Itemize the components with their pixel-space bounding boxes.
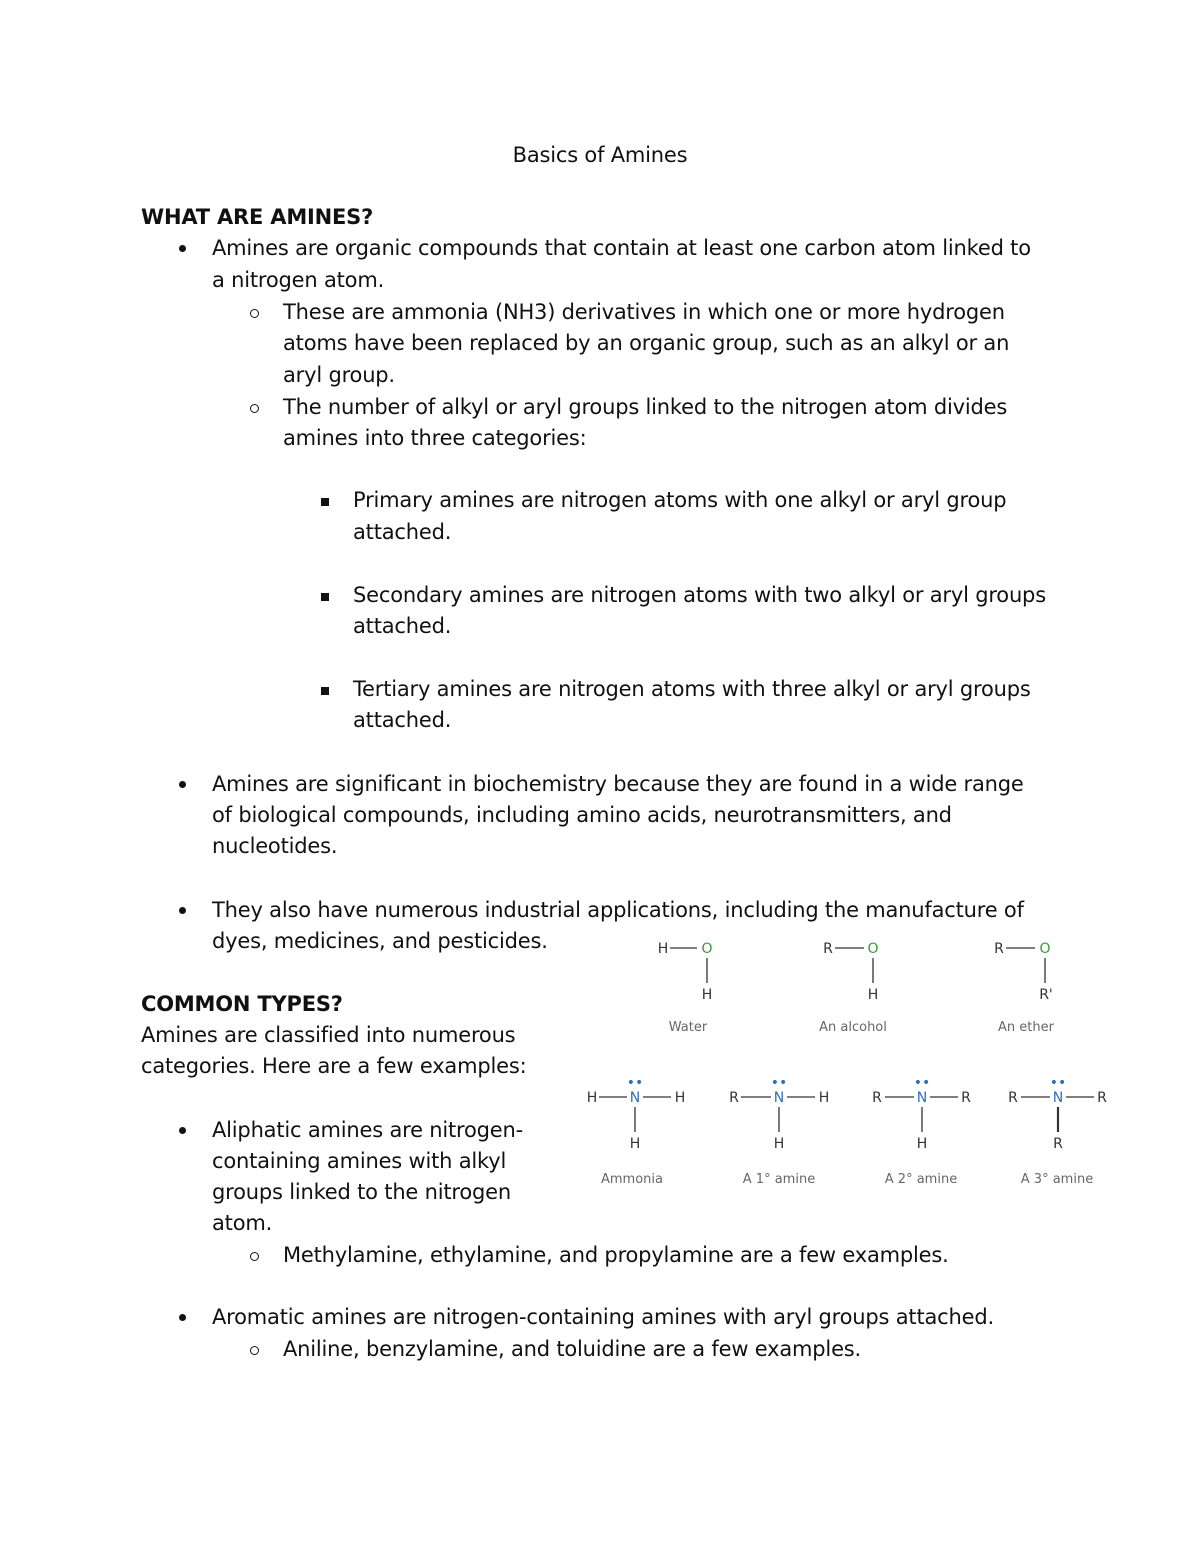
atom-h: H bbox=[657, 941, 669, 957]
bullet-text: Amines are organic compounds that contain at least one carbon atom linked to bbox=[212, 236, 1031, 260]
lines bbox=[599, 948, 1094, 1132]
bullet-text: They also have numerous industrial applications, including the manufacture of bbox=[212, 898, 1024, 922]
atom-r: R bbox=[823, 941, 833, 957]
list-item-primary: attached. bbox=[353, 520, 452, 544]
atom-o: O bbox=[867, 941, 879, 957]
caption-tertiary-amine: A 3° amine bbox=[1020, 1172, 1094, 1187]
sub-bullet-text: Aniline, benzylamine, and toluidine are a few examples. bbox=[283, 1337, 862, 1361]
atom-r: R bbox=[729, 1090, 739, 1106]
bullet-text: a nitrogen atom. bbox=[212, 268, 385, 292]
caption-alcohol: An alcohol bbox=[819, 1020, 887, 1035]
atom-n: N bbox=[1052, 1090, 1064, 1106]
atom-r: R bbox=[1053, 1136, 1063, 1152]
atom-r: R bbox=[961, 1090, 971, 1106]
lone-pair: •• bbox=[913, 1075, 931, 1091]
intro-text: Amines are classified into numerous bbox=[141, 1023, 516, 1047]
caption-ammonia: Ammonia bbox=[601, 1172, 663, 1187]
atom-n: N bbox=[773, 1090, 785, 1106]
atom-h: H bbox=[586, 1090, 598, 1106]
bullet-text-aliphatic: containing amines with alkyl bbox=[212, 1149, 507, 1173]
atom-o: O bbox=[1039, 941, 1051, 957]
caption-water: Water bbox=[668, 1020, 708, 1035]
atom-h: H bbox=[674, 1090, 686, 1106]
atom-r: R bbox=[994, 941, 1004, 957]
caption-ether: An ether bbox=[998, 1020, 1054, 1035]
sub-bullet-text: Methylamine, ethylamine, and propylamine are a few examples. bbox=[283, 1243, 949, 1267]
atom-h: H bbox=[867, 987, 879, 1003]
list-item-tertiary: Tertiary amines are nitrogen atoms with three alkyl or aryl groups bbox=[353, 677, 1031, 701]
caption-primary-amine: A 1° amine bbox=[742, 1172, 816, 1187]
atom-h: H bbox=[773, 1136, 785, 1152]
atom-o: O bbox=[701, 941, 713, 957]
page-title: Basics of Amines bbox=[512, 143, 688, 167]
section-heading-common-types: COMMON TYPES? bbox=[141, 992, 343, 1016]
atom-r: R bbox=[1008, 1090, 1018, 1106]
list-item-primary: Primary amines are nitrogen atoms with one alkyl or aryl group bbox=[353, 488, 1007, 512]
bullet-text: of biological compounds, including amino acids, neurotransmitters, and bbox=[212, 803, 952, 827]
sub-bullet-text: aryl group. bbox=[283, 363, 395, 387]
bullet-text-aliphatic: atom. bbox=[212, 1211, 273, 1235]
intro-text: categories. Here are a few examples: bbox=[141, 1054, 527, 1078]
atom-r: R bbox=[1097, 1090, 1107, 1106]
sub-bullet-text: These are ammonia (NH3) derivatives in which one or more hydrogen bbox=[283, 300, 1005, 324]
bullet-text-aliphatic: Aliphatic amines are nitrogen- bbox=[212, 1118, 524, 1142]
atom-h: H bbox=[701, 987, 713, 1003]
sub-bullet-text: atoms have been replaced by an organic group, such as an alkyl or an bbox=[283, 331, 1010, 355]
lone-pair: •• bbox=[1049, 1075, 1067, 1091]
atom-h: H bbox=[818, 1090, 830, 1106]
lone-pair: •• bbox=[626, 1075, 644, 1091]
bullet-text: dyes, medicines, and pesticides. bbox=[212, 929, 548, 953]
bullet-text-aliphatic: groups linked to the nitrogen bbox=[212, 1180, 511, 1204]
lone-pair: •• bbox=[770, 1075, 788, 1091]
bullet-text: Amines are significant in biochemistry because they are found in a wide range bbox=[212, 772, 1024, 796]
sub-bullet-text: The number of alkyl or aryl groups linked to the nitrogen atom divides bbox=[283, 395, 1008, 419]
list-item-secondary: attached. bbox=[353, 614, 452, 638]
sub-bullet-text: amines into three categories: bbox=[283, 426, 587, 450]
section-heading-what-are-amines: WHAT ARE AMINES? bbox=[141, 205, 374, 229]
list-item-secondary: Secondary amines are nitrogen atoms with two alkyl or aryl groups bbox=[353, 583, 1046, 607]
list-item-tertiary: attached. bbox=[353, 708, 452, 732]
atom-n: N bbox=[629, 1090, 641, 1106]
bullet-text-aromatic: Aromatic amines are nitrogen-containing amines with aryl groups attached. bbox=[212, 1305, 994, 1329]
atom-h: H bbox=[916, 1136, 928, 1152]
atom-h: H bbox=[629, 1136, 641, 1152]
atom-r: R bbox=[872, 1090, 882, 1106]
atom-r-prime: R' bbox=[1039, 987, 1053, 1003]
caption-secondary-amine: A 2° amine bbox=[884, 1172, 958, 1187]
bullet-text: nucleotides. bbox=[212, 834, 338, 858]
atom-n: N bbox=[916, 1090, 928, 1106]
